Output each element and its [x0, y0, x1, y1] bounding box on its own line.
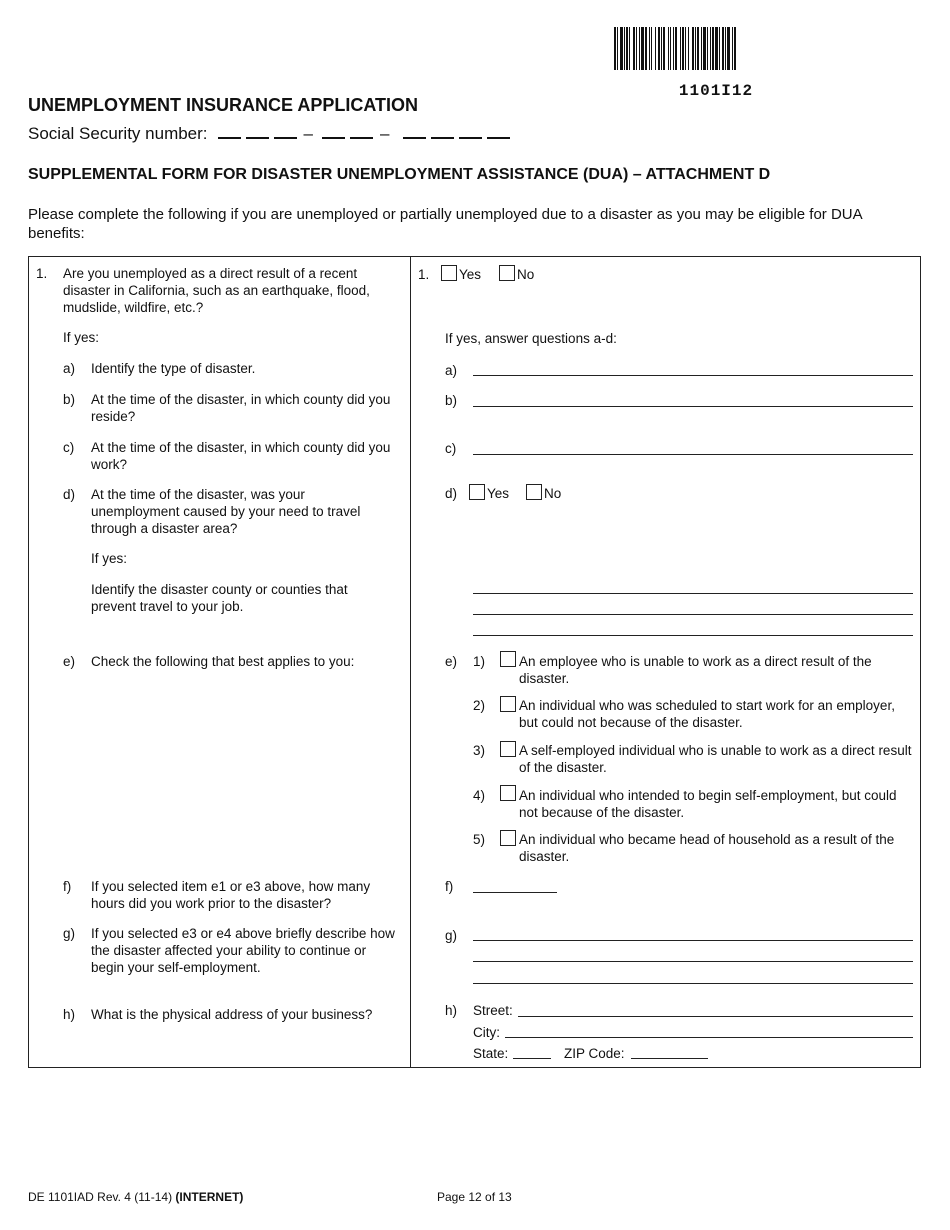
barcode-bar	[614, 27, 616, 70]
answer-c-field[interactable]	[473, 454, 913, 455]
answer-g-field[interactable]	[473, 940, 913, 941]
ssn-digit-field[interactable]	[322, 136, 345, 139]
qh-text: What is the physical address of your business?	[91, 1007, 373, 1022]
answer1-number: 1.	[418, 267, 430, 282]
q1-yes-checkbox[interactable]	[441, 265, 457, 281]
e-option-number: 4)	[473, 788, 486, 803]
barcode-bar	[645, 27, 647, 70]
barcode-bar	[722, 27, 724, 70]
barcode-bar	[663, 27, 665, 70]
barcode-bar	[697, 27, 699, 70]
ssn-digit-field[interactable]	[218, 136, 241, 139]
city-field[interactable]	[505, 1037, 913, 1038]
answer-g-field[interactable]	[473, 961, 913, 962]
ssn-dash: –	[380, 124, 390, 143]
e-option-5-text: An individual who became head of household as a result of the disaster.	[519, 832, 895, 864]
q1-text: Are you unemployed as a direct result of a recent disaster in California, such as an earthquake, flood, mudslide, wildfire, etc.?	[63, 266, 370, 315]
form-title: UNEMPLOYMENT INSURANCE APPLICATION	[28, 95, 419, 115]
barcode-bar	[703, 27, 706, 70]
barcode-bar	[715, 27, 718, 70]
street-field[interactable]	[518, 1016, 913, 1017]
form-internet-label: (INTERNET)	[175, 1190, 244, 1204]
if-yes-label: If yes:	[63, 330, 100, 345]
answer-d-county-field[interactable]	[473, 593, 913, 594]
qh-letter: h)	[63, 1007, 76, 1022]
qe-letter: e)	[63, 654, 76, 669]
qd-identify-text: Identify the disaster county or counties that prevent travel to your job.	[91, 582, 348, 614]
e-option-2-text: An individual who was scheduled to start work for an employer, but could not because of the disaster.	[519, 698, 895, 730]
qa-text: Identify the type of disaster.	[91, 361, 256, 376]
barcode-bar	[629, 27, 630, 70]
barcode-bar	[626, 27, 628, 70]
barcode-bar	[682, 27, 684, 70]
qd-letter: d)	[63, 487, 76, 502]
barcode-bar	[639, 27, 640, 70]
e-option-1-text: An employee who is unable to work as a direct result of the disaster.	[519, 654, 872, 686]
barcode-bar	[658, 27, 660, 70]
answer-b-field[interactable]	[473, 406, 913, 407]
barcode-bar	[710, 27, 711, 70]
barcode-bar	[655, 27, 656, 70]
answer-b-letter: b)	[445, 393, 458, 408]
ssn-label: Social Security number:	[28, 124, 208, 143]
ssn-digit-field[interactable]	[459, 136, 482, 139]
q1-no-checkbox[interactable]	[499, 265, 515, 281]
zip-field[interactable]	[631, 1058, 708, 1059]
barcode-bar	[624, 27, 625, 70]
qb-letter: b)	[63, 392, 76, 407]
answer-a-field[interactable]	[473, 375, 913, 376]
barcode-bar	[688, 27, 689, 70]
barcode-bar	[673, 27, 674, 70]
qd-no-label: No	[544, 486, 562, 501]
barcode-bar	[734, 27, 736, 70]
e-option-number: 2)	[473, 698, 486, 713]
answer-f-hours-field[interactable]	[473, 892, 557, 893]
answer-c-letter: c)	[445, 441, 457, 456]
barcode-bar	[692, 27, 694, 70]
page-number: Page 12 of 13	[437, 1190, 512, 1204]
answer-g-field[interactable]	[473, 983, 913, 984]
barcode-bar	[695, 27, 696, 70]
barcode-bar	[668, 27, 669, 70]
section-title: SUPPLEMENTAL FORM FOR DISASTER UNEMPLOYMENT ASSISTANCE (DUA) – ATTACHMENT D	[28, 166, 771, 183]
qf-text: If you selected item e1 or e3 above, how many hours did you work prior to the disaster?	[91, 879, 371, 911]
ssn-digit-field[interactable]	[431, 136, 454, 139]
barcode-bar	[732, 27, 733, 70]
e-option-5-checkbox[interactable]	[500, 830, 516, 846]
barcode-bar	[617, 27, 618, 70]
form-id	[28, 1190, 243, 1204]
e-option-2-checkbox[interactable]	[500, 696, 516, 712]
barcode-bar	[636, 27, 637, 70]
answer-g-letter: g)	[445, 928, 458, 943]
street-label: Street:	[473, 1003, 513, 1018]
e-option-4-text: An individual who intended to begin self-employment, but could not because of the disaster.	[519, 788, 897, 820]
zip-label: ZIP Code:	[564, 1046, 625, 1061]
answer-d-county-field[interactable]	[473, 635, 913, 636]
column-divider	[410, 256, 411, 1068]
barcode-bar	[651, 27, 652, 70]
state-label: State:	[473, 1046, 509, 1061]
qd-yes-label: Yes	[487, 486, 510, 501]
barcode-bar	[725, 27, 726, 70]
qd-if-yes-label: If yes:	[91, 551, 128, 566]
barcode-bar	[680, 27, 681, 70]
qc-letter: c)	[63, 440, 75, 455]
qd-yes-checkbox[interactable]	[469, 484, 485, 500]
qc-text: At the time of the disaster, in which county did you work?	[91, 440, 391, 472]
intro-text: Please complete the following if you are unemployed or partially unemployed due to a disaster as you may be eligible for DUA benefits:	[28, 206, 862, 242]
barcode-bar	[670, 27, 671, 70]
barcode-bar	[707, 27, 708, 70]
barcode-bar	[701, 27, 702, 70]
e-option-number: 1)	[473, 654, 486, 669]
barcode-bar	[719, 27, 720, 70]
state-field[interactable]	[513, 1058, 551, 1059]
answer-d-letter: d)	[445, 486, 458, 501]
qg-letter: g)	[63, 926, 76, 941]
ssn-dash: –	[303, 124, 313, 143]
e-option-number: 3)	[473, 743, 486, 758]
ssn-digit-field[interactable]	[246, 136, 269, 139]
e-option-3-checkbox[interactable]	[500, 741, 516, 757]
ssn-digit-field[interactable]	[274, 136, 297, 139]
answer-h-letter: h)	[445, 1003, 458, 1018]
answer-d-county-field[interactable]	[473, 614, 913, 615]
barcode-bar	[685, 27, 686, 70]
e-option-number: 5)	[473, 832, 486, 847]
qg-text: If you selected e3 or e4 above briefly describe how the disaster affected your ability to continue or begin your self-employment.	[91, 926, 395, 975]
ssn-digit-field[interactable]	[350, 136, 373, 139]
qe-text: Check the following that best applies to you:	[91, 654, 355, 669]
barcode-number: 1101I12	[678, 82, 754, 100]
city-label: City:	[473, 1025, 500, 1040]
q1-yes-label: Yes	[459, 267, 482, 282]
barcode-bar	[727, 27, 730, 70]
barcode-bar	[620, 27, 623, 70]
ssn-digit-field[interactable]	[403, 136, 426, 139]
barcode-bar	[641, 27, 644, 70]
answer-a-letter: a)	[445, 363, 458, 378]
form-revision: DE 1101IAD Rev. 4 (11-14)	[28, 1190, 173, 1204]
e-option-3-text: A self-employed individual who is unable to work as a direct result of the disaster.	[519, 743, 912, 775]
barcode-bar	[712, 27, 714, 70]
ssn-row	[28, 124, 510, 144]
barcode	[614, 27, 818, 70]
qa-letter: a)	[63, 361, 76, 376]
ssn-digit-field[interactable]	[487, 136, 510, 139]
qd-no-checkbox[interactable]	[526, 484, 542, 500]
answer-e-letter: e)	[445, 654, 458, 669]
barcode-bar	[649, 27, 650, 70]
qf-letter: f)	[63, 879, 72, 894]
q1-number: 1.	[36, 266, 48, 281]
barcode-bar	[633, 27, 635, 70]
barcode-bar	[661, 27, 662, 70]
q1-no-label: No	[517, 267, 535, 282]
answer-instructions: If yes, answer questions a-d:	[445, 331, 617, 346]
e-option-4-checkbox[interactable]	[500, 785, 516, 801]
e-option-1-checkbox[interactable]	[500, 651, 516, 667]
answer-f-letter: f)	[445, 879, 454, 894]
qb-text: At the time of the disaster, in which county did you reside?	[91, 392, 391, 424]
barcode-bar	[675, 27, 677, 70]
qd-text: At the time of the disaster, was your unemployment caused by your need to travel through a disaster area?	[91, 487, 361, 536]
